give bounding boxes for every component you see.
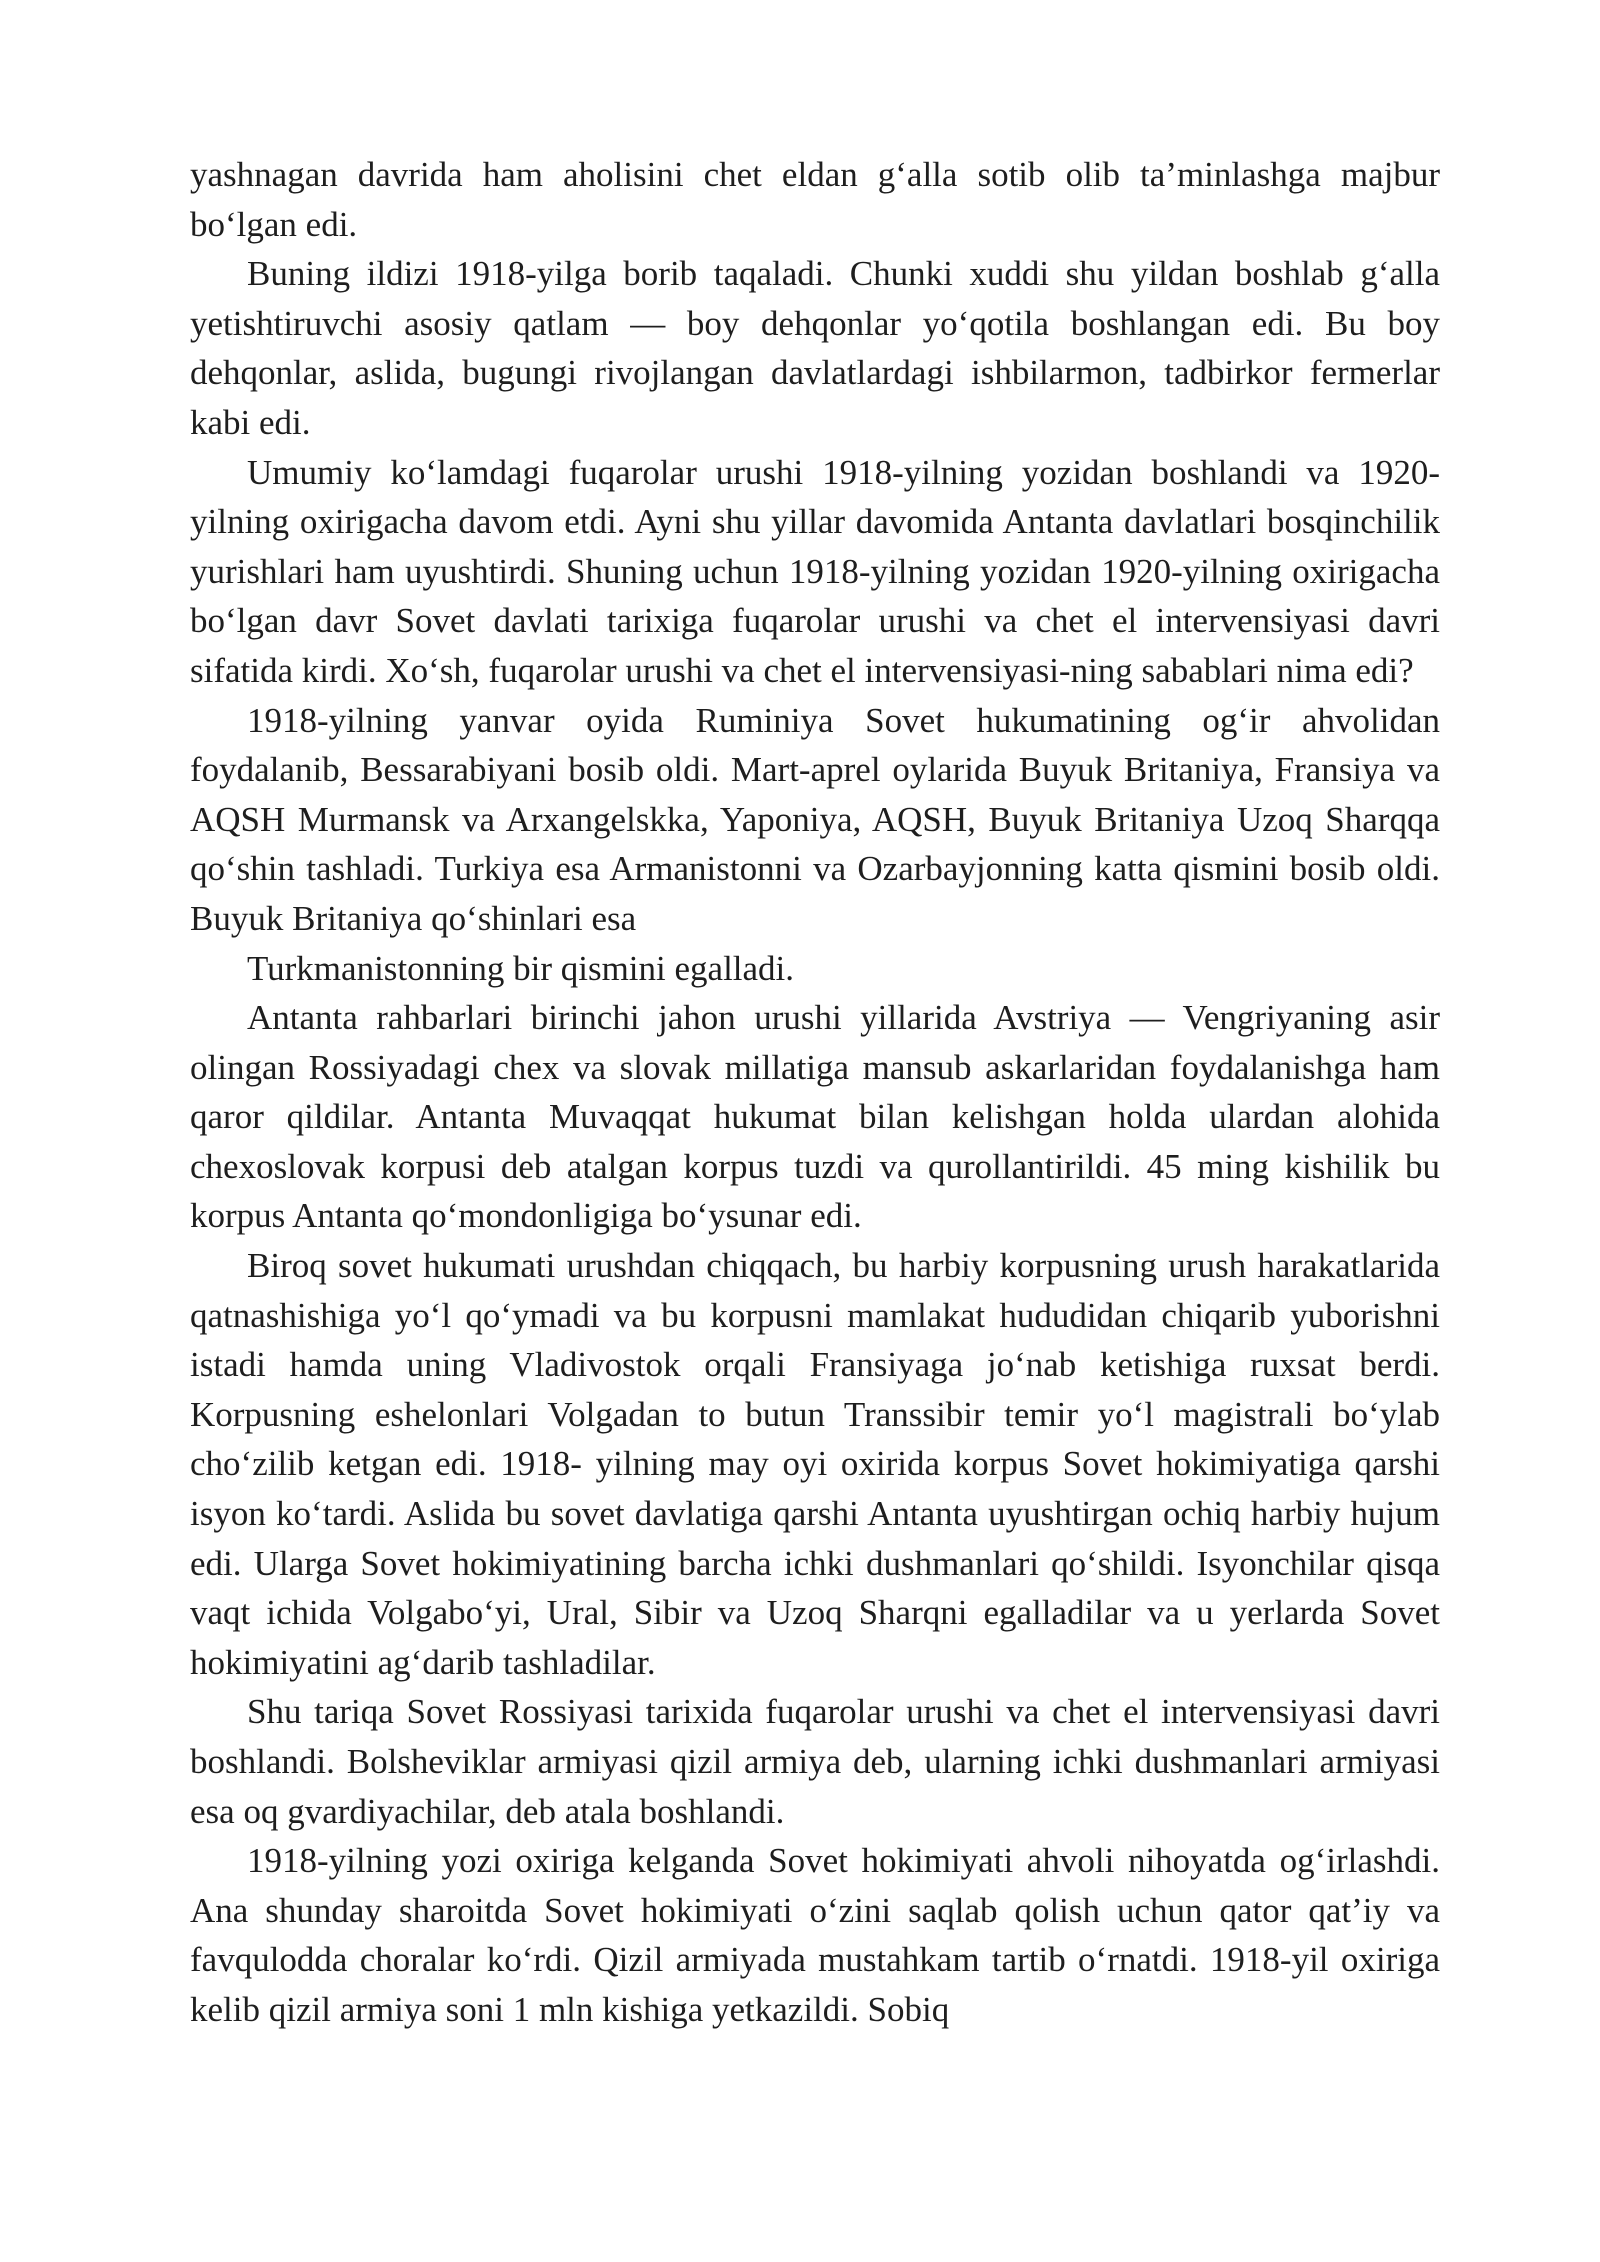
paragraph-civil-war-dates: Umumiy ko‘lamdagi fuqarolar urushi 1918-yilning yozidan boshlandi va 1920-yilning oxirigacha davom etdi. Ayni shu yillar davomida Antanta davlatlari bosqinchilik yurishlari ham uyushtirdi. Shuning uchun 1918-yilning yozidan 1920-yilning oxirigacha bo‘lgan davr Sovet davlati tarixiga fuqarolar urushi va chet el intervensiyasi davri sifatida kirdi. Xo‘sh, fuqarolar urushi va chet el intervensiyasi-ning sabablari nima edi? (190, 452, 1440, 690)
paragraph-intervention-period: Shu tariqa Sovet Rossiyasi tarixida fuqarolar urushi va chet el intervensiyasi davri boshlandi. Bolsheviklar armiyasi qizil armiya deb, ularning ichki dushmanlari armiyasi esa oq gvardiyachilar, deb atala boshlandi. (190, 1692, 1440, 1831)
paragraph-continuation: yashnagan davrida ham aholisini chet eldan g‘alla sotib olib ta’minlashga majbur bo‘lgan edi. (190, 155, 1440, 244)
paragraph-red-army: 1918-yilning yozi oxiriga kelganda Sovet hokimiyati ahvoli nihoyatda og‘irlashdi. Ana shunday sharoitda Sovet hokimiyati o‘zini saqlab qolish uchun qator qat’iy va favqulodda choralar ko‘rdi. Qizil armiyada mustahkam tartib o‘rnatdi. 1918-yil oxiriga kelib qizil armiya soni 1 mln kishiga yetkazildi. Sobiq (190, 1841, 1440, 2029)
paragraph-romania-bessarabia: 1918-yilning yanvar oyida Ruminiya Sovet hukumatining og‘ir ahvolidan foydalanib, Bessarabiyani bosib oldi. Mart-aprel oylarida Buyuk Britaniya, Fransiya va AQSH Murmansk va Arxangelskka, Yaponiya, AQSH, Buyuk Britaniya Uzoq Sharqqa qo‘shin tashladi. Turkiya esa Armanistonni va Ozarbayjonning katta qismini bosib oldi. Buyuk Britaniya qo‘shinlari esa (190, 700, 1440, 938)
paragraph-grain-roots: Buning ildizi 1918-yilga borib taqaladi. Chunki xuddi shu yildan boshlab g‘alla yetishtiruvchi asosiy qatlam — boy dehqonlar yo‘qotila boshlangan edi. Bu boy dehqonlar, aslida, bugungi rivojlangan davlatlardagi ishbilarmon, tadbirkor fermerlar kabi edi. (190, 254, 1440, 442)
paragraph-entente-czech-corps: Antanta rahbarlari birinchi jahon urushi yillarida Avstriya — Vengriyaning asir olingan Rossiyadagi chex va slovak millatiga mansub askarlaridan foydalanishga ham qaror qildilar. Antanta Muvaqqat hukumat bilan kelishgan holda ulardan alohida chexoslovak korpusi deb atalgan korpus tuzdi va qurollantirildi. 45 ming kishilik bu korpus Antanta qo‘mondonligiga bo‘ysunar edi. (190, 998, 1440, 1236)
paragraph-turkmenistan: Turkmanistonning bir qismini egalladi. (247, 948, 795, 988)
paragraph-corps-revolt: Biroq sovet hukumati urushdan chiqqach, bu harbiy korpusning urush harakatlarida qatnashishiga yo‘l qo‘ymadi va bu korpusni mamlakat hududidan chiqarib yuborishni istadi hamda uning Vladivostok orqali Fransiyaga jo‘nab ketishiga ruxsat berdi. Korpusning eshelonlari Volgadan to butun Transsibir temir yo‘l magistrali bo‘ylab cho‘zilib ketgan edi. 1918- yilning may oyi oxirida korpus Sovet hokimiyatiga qarshi isyon ko‘tardi. Aslida bu sovet davlatiga qarshi Antanta uyushtirgan ochiq harbiy hujum edi. Ularga Sovet hokimiyatining barcha ichki dushmanlari qo‘shildi. Isyonchilar qisqa vaqt ichida Volgabo‘yi, Ural, Sibir va Uzoq Sharqni egalladilar va u yerlarda Sovet hokimiyatini ag‘darib tashladilar. (190, 1246, 1440, 1682)
